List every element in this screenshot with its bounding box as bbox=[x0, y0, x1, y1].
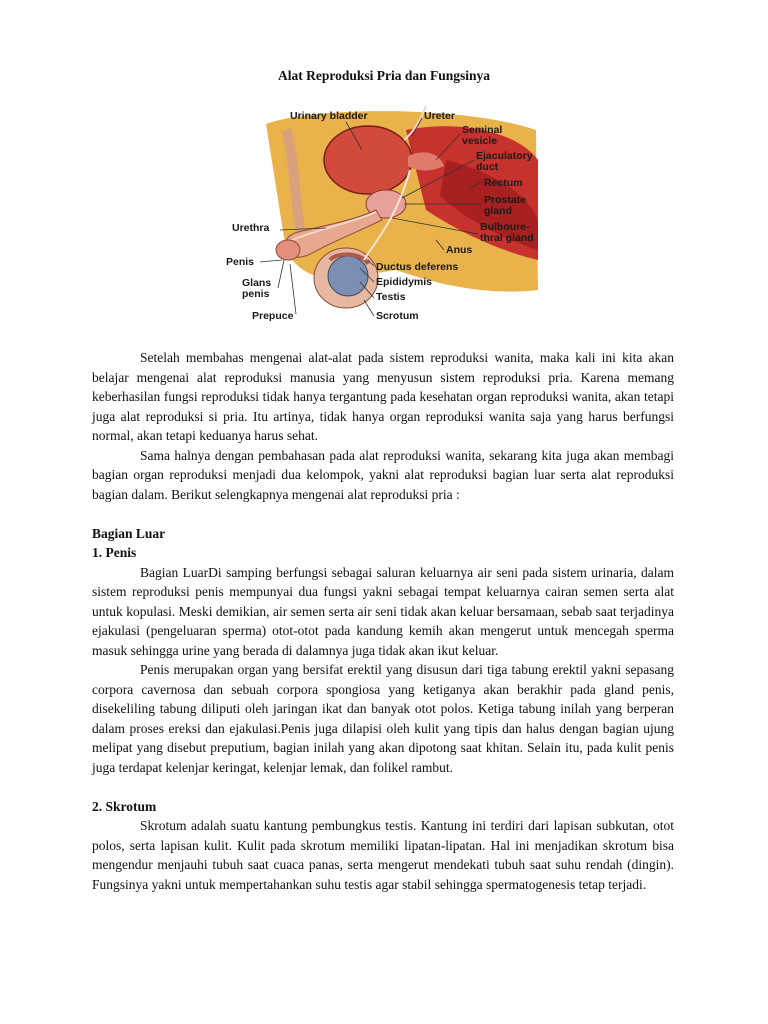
document-body bbox=[92, 348, 674, 894]
urinary-bladder-shape bbox=[324, 126, 412, 194]
label-testis: Testis bbox=[376, 291, 406, 303]
spacer bbox=[92, 777, 674, 797]
testis-shape bbox=[328, 256, 368, 296]
label-epididymis: Epididymis bbox=[376, 276, 433, 288]
label-urinary-bladder: Urinary bladder bbox=[290, 110, 368, 122]
subheading-penis: 1. Penis bbox=[92, 545, 137, 560]
label-ductus-deferens: Ductus deferens bbox=[376, 261, 459, 273]
label-bulbourethral-gland: Bulboure- thral gland bbox=[480, 221, 534, 244]
intro-paragraph-1: Setelah membahas mengenai alat-alat pada sistem reproduksi wanita, maka kali ini kita akan belajar mengenai alat reproduksi manusia yang menyusun sistem reproduksi pria. Karena memang keberhasilan fungsi reproduksi tidak hanya tergantung pada kesehatan organ reproduksi wanita, akan tetapi juga alat reproduksi si pria. Itu artinya, tidak hanya organ reproduksi wanita saja yang harus berfungsi normal, akan tetapi keduanya harus sehat. bbox=[92, 350, 674, 443]
label-seminal-vesicle: Seminal vesicle bbox=[462, 124, 503, 147]
label-prostate-gland: Prostate gland bbox=[484, 194, 527, 217]
label-ureter: Ureter bbox=[424, 110, 455, 122]
penis-paragraph-2: Penis merupakan organ yang bersifat erektil yang disusun dari tiga tabung erektil yakni sepasang corpora cavernosa dan sebuah corpora spongiosa yang ketiganya akan berakhir pada gland penis, disekeliling tabung diliputi oleh jaringan ikat dan banyak otot polos. Ketiga tabung inilah yang berperan dalam proses ereksi dan ejakulasi.Penis juga dilapisi oleh kulit yang tipis dan halus dengan bagian ujung melipat yang disebut preputium, bagian inilah yang akan dipotong saat khitan. Selain itu, pada kulit penis juga terdapat kelenjar keringat, kelenjar lemak, dan folikel rambut. bbox=[92, 662, 674, 775]
penis-paragraph-1: Bagian LuarDi samping berfungsi sebagai saluran keluarnya air seni pada sistem urinaria, dalam sistem reproduksi penis mempunyai dua fungsi yakni sebagai tempat keluarnya cairan semen serta alat untuk kopulasi. Meski demikian, air semen serta air seni tidak akan keluar bersamaan, sebab saat terjadinya ejakulasi (pengeluaran sperma) otot-otot pada kandung kemih akan mengerut untuk mencegah sperma masuk sehingga urine yang berada di dalamnya juga tidak akan ikut keluar. bbox=[92, 564, 674, 658]
section-heading-bagian-luar: Bagian Luar bbox=[92, 525, 166, 541]
document-title: Alat Reproduksi Pria dan Fungsinya bbox=[277, 68, 491, 83]
male-reproductive-anatomy-figure bbox=[226, 100, 546, 332]
spacer bbox=[92, 504, 674, 524]
label-ejaculatory-duct: Ejaculatory duct bbox=[476, 150, 533, 173]
label-anus: Anus bbox=[446, 244, 473, 256]
intro-paragraph-2: Sama halnya dengan pembahasan pada alat reproduksi wanita, sekarang kita juga akan membagi bagian organ reproduksi menjadi dua kelompok, yakni alat reproduksi bagian luar serta alat reproduksi bagian dalam. Berikut selengkapnya mengenai alat reproduksi pria : bbox=[92, 447, 674, 502]
subheading-skrotum: 2. Skrotum bbox=[92, 798, 157, 814]
label-urethra: Urethra bbox=[232, 222, 270, 234]
label-prepuce: Prepuce bbox=[252, 310, 294, 322]
label-penis: Penis bbox=[226, 256, 255, 268]
label-scrotum: Scrotum bbox=[376, 310, 419, 322]
skrotum-paragraph-1: Skrotum adalah suatu kantung pembungkus testis. Kantung ini terdiri dari lapisan subkutan, otot polos, serta lapisan kulit. Kulit pada skrotum memiliki lipatan-lipatan. Hal ini menjadikan skrotum bisa mengendur menjauhi tubuh saat cuaca panas, serta mengerut mendekati tubuh saat suhu rendah (dingin). Fungsinya yakni untuk mempertahankan suhu testis agar stabil sehingga spermatogenesis tetap terjadi. bbox=[92, 818, 674, 892]
glans-penis-shape bbox=[276, 240, 300, 260]
label-glans-penis: Glans penis bbox=[242, 277, 272, 300]
label-rectum: Rectum bbox=[484, 177, 523, 189]
